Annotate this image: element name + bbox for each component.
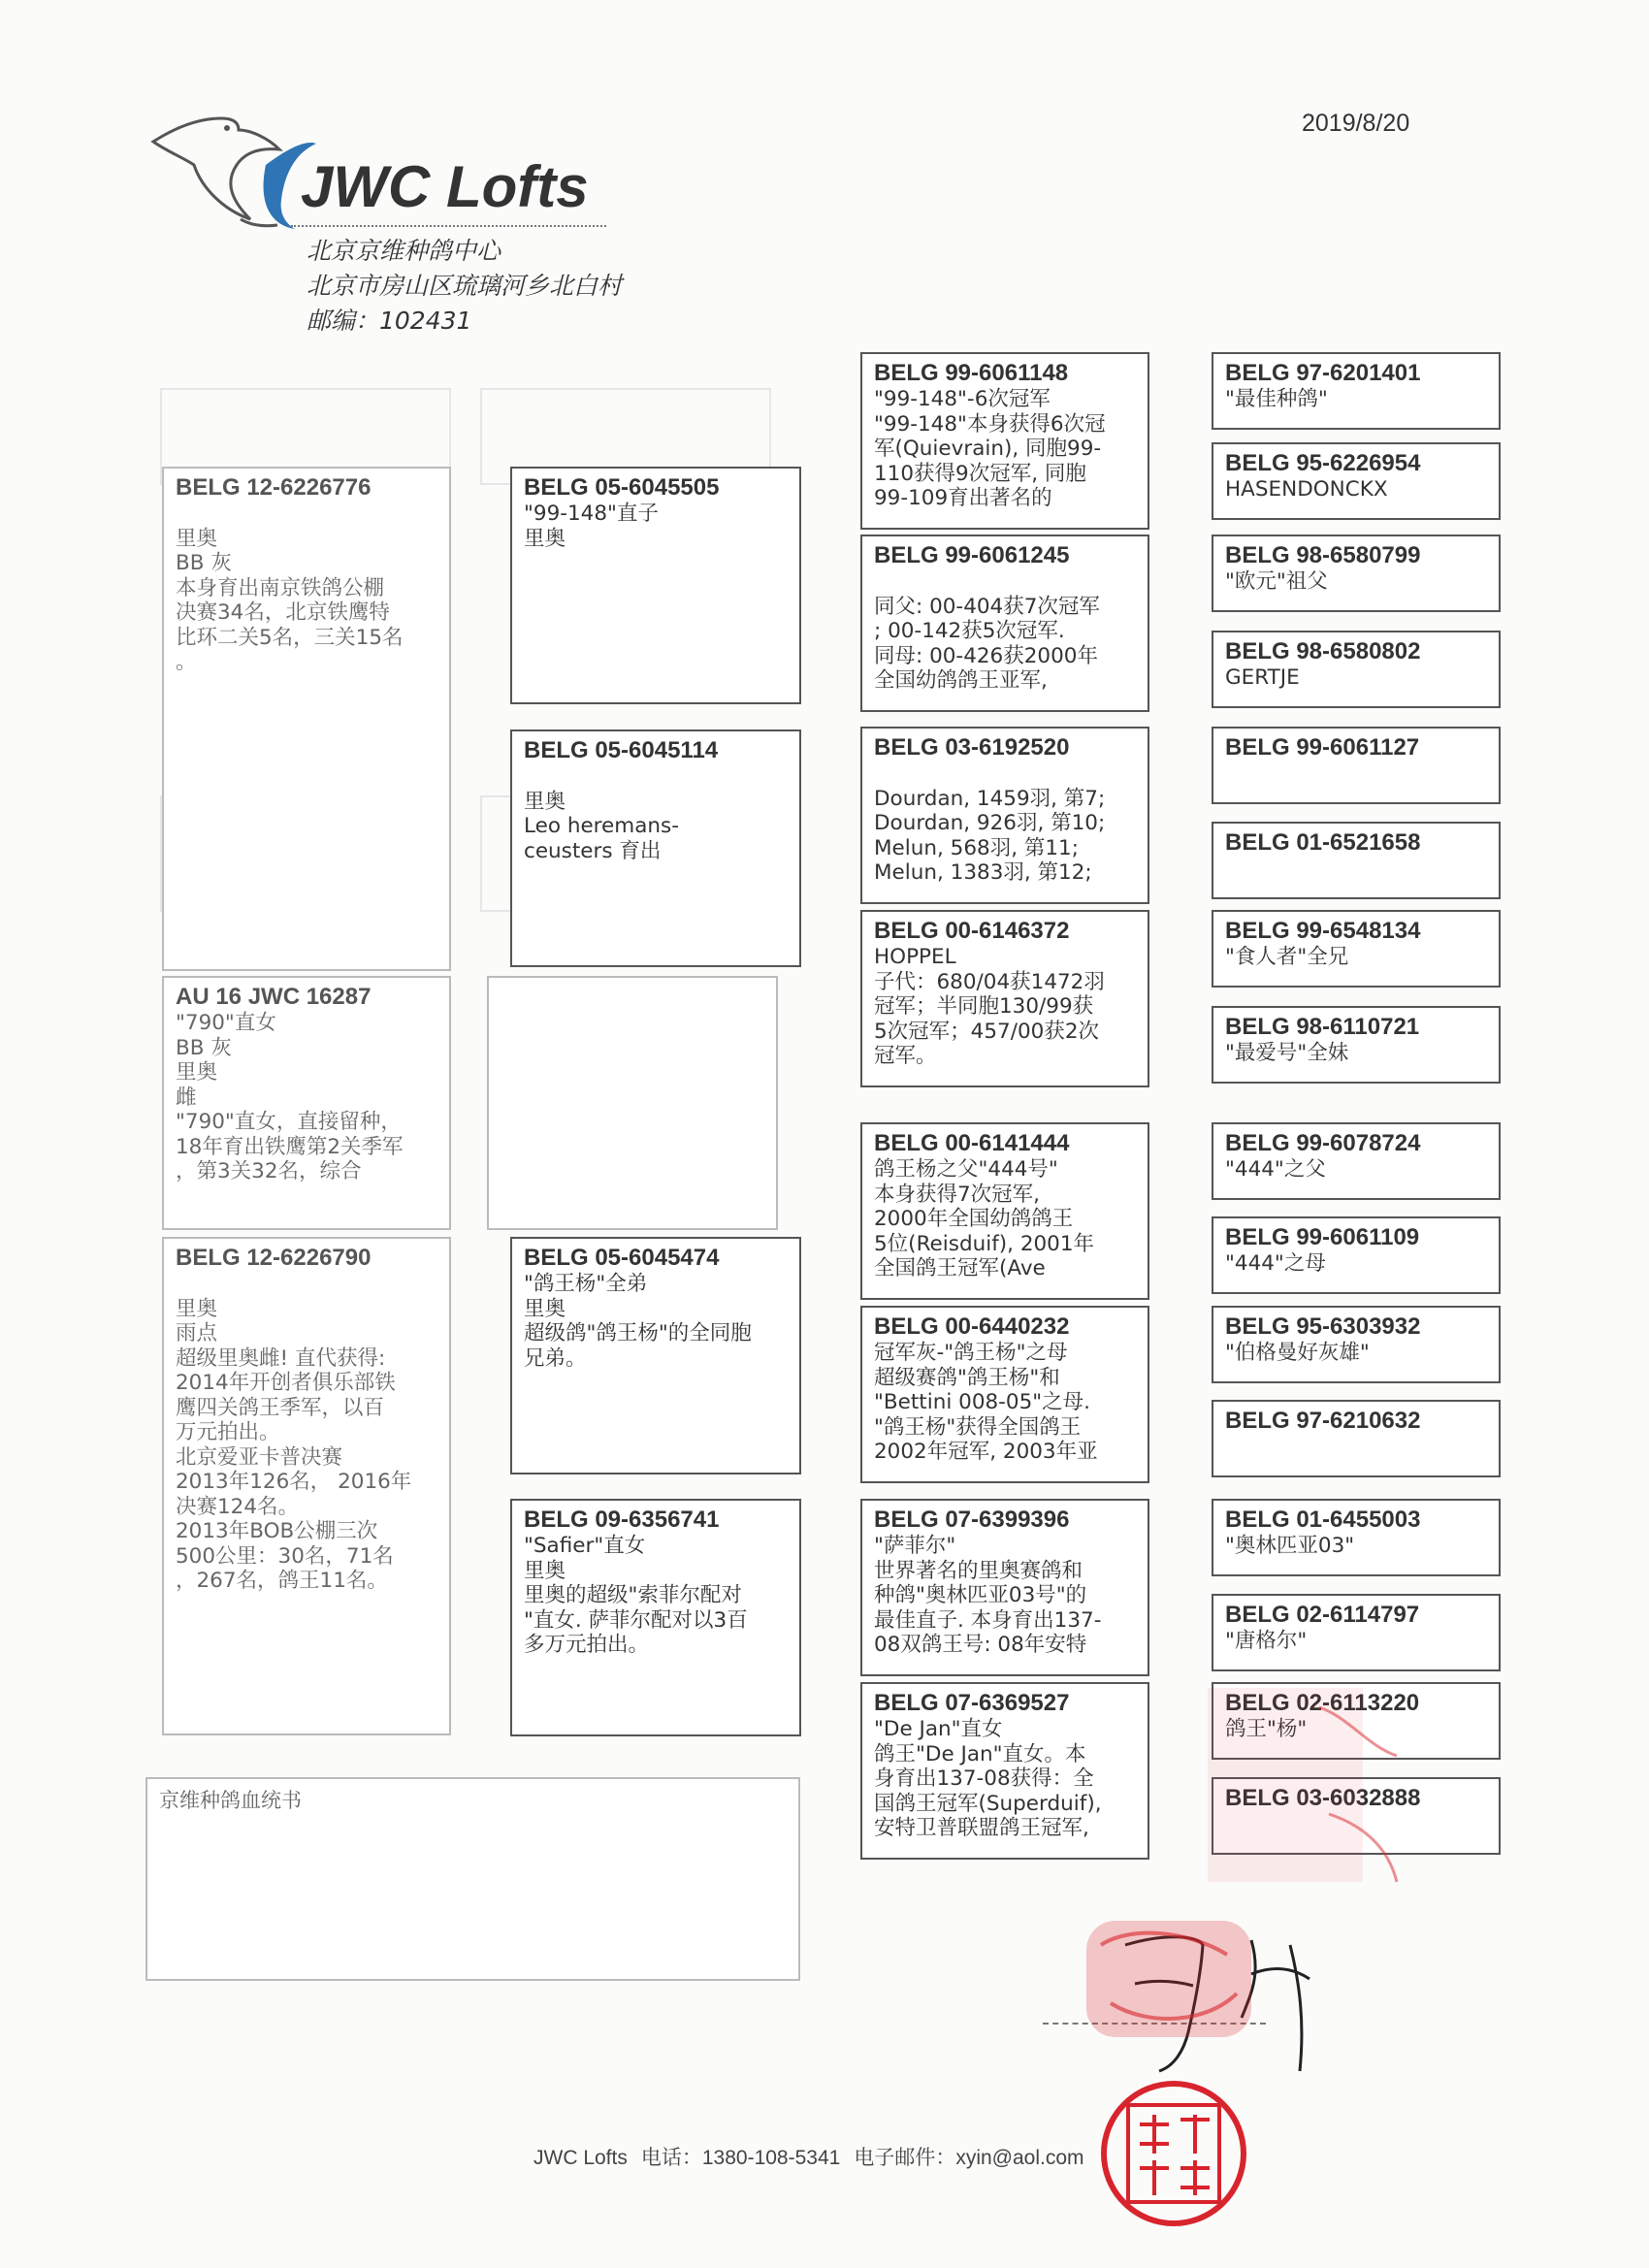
note-line: 军(Quievrain), 同胞99- xyxy=(874,437,1102,461)
note-line: "直女. 萨菲尔配对以3百 xyxy=(524,1607,748,1633)
note-line: 本身获得7次冠军, xyxy=(874,1182,1041,1207)
gen3-box-8 xyxy=(1212,1122,1501,1200)
note-line xyxy=(874,569,1136,595)
note-line: "444"之母 xyxy=(1225,1251,1326,1276)
bird-notes xyxy=(524,764,788,863)
note-line: "伯格曼好灰雄" xyxy=(1225,1341,1370,1365)
note-line: 里奥 xyxy=(524,789,566,814)
gen1-box-4 xyxy=(510,1499,801,1736)
gen3-box-1 xyxy=(1212,442,1501,520)
note-line: 北京爱亚卡普决赛 xyxy=(176,1444,343,1470)
subject-box-1 xyxy=(162,976,451,1230)
stamp-right-icon xyxy=(1203,1669,1426,1921)
note-line: "De Jan"直女 xyxy=(874,1717,1003,1741)
note-line: 里奥 xyxy=(176,1296,218,1321)
note-line: "唐格尔" xyxy=(1225,1629,1308,1653)
note-line: 决赛34名，北京铁鹰特 xyxy=(176,600,390,625)
ring-number: BELG 09-6356741 xyxy=(524,1507,720,1533)
ring-number: BELG 99-6061109 xyxy=(1225,1224,1420,1250)
gen3-box-4 xyxy=(1212,727,1501,804)
ring-number: BELG 99-6078724 xyxy=(1225,1130,1421,1156)
note-line: 同父: 00-404获7次冠军 xyxy=(874,594,1100,619)
ring-number: AU 16 JWC 16287 xyxy=(176,984,372,1010)
gen2-box-6 xyxy=(860,1499,1149,1676)
footer-phone: 1380-108-5341 xyxy=(701,2147,841,2169)
gen2-box-5 xyxy=(860,1306,1149,1483)
address-line-3: 邮编：102431 xyxy=(307,307,472,335)
bird-notes xyxy=(1225,569,1487,595)
note-line: GERTJE xyxy=(1225,665,1300,690)
document-date: 2019/8/20 xyxy=(1302,110,1410,137)
ring-number: BELG 00-6141444 xyxy=(874,1130,1070,1156)
gen2-box-4 xyxy=(860,1122,1149,1300)
note-line: 500公里：30名，71名 xyxy=(176,1543,394,1569)
bird-notes xyxy=(874,945,1136,1069)
note-line: "鸽王杨"全弟 xyxy=(524,1272,648,1296)
ring-number: BELG 01-6521658 xyxy=(1225,829,1421,856)
note-line: BB 灰 xyxy=(176,551,232,575)
note-line: "790"直女，直接留种， xyxy=(176,1110,402,1134)
note-line: 本身育出南京铁鸽公棚 xyxy=(176,575,385,600)
note-line: Melun, 1383羽, 第12; xyxy=(874,860,1092,885)
logo-wordmark: JWC Lofts xyxy=(301,154,589,219)
note-line xyxy=(874,761,1136,787)
ring-number: BELG 03-6032888 xyxy=(1225,1785,1421,1811)
bird-notes xyxy=(524,1534,788,1658)
note-line: "Bettini 008-05"之母. xyxy=(874,1390,1091,1414)
bird-notes xyxy=(874,1341,1136,1465)
ring-number: BELG 00-6440232 xyxy=(874,1313,1070,1340)
gen2-box-3 xyxy=(860,910,1149,1087)
logo-underline xyxy=(291,225,606,227)
note-line: "奥林匹亚03" xyxy=(1225,1534,1355,1558)
dove-logo-icon xyxy=(144,105,318,231)
bird-notes xyxy=(176,1011,437,1184)
note-line: 里奥 xyxy=(524,526,566,551)
note-line: 里奥 xyxy=(524,1558,566,1583)
note-line: "790"直女 xyxy=(176,1011,276,1035)
ring-number: BELG 03-6192520 xyxy=(874,734,1070,761)
note-line: 鹰四关鸽王季军，以百 xyxy=(176,1395,385,1420)
note-line: 冠军；半同胞130/99获 xyxy=(874,994,1094,1019)
note-line: 安特卫普联盟鸽王冠军, xyxy=(874,1816,1089,1840)
note-line: 鸽王杨之父"444号" xyxy=(874,1157,1058,1182)
note-line: "444"之父 xyxy=(1225,1157,1326,1182)
note-line: "99-148"-6次冠军 xyxy=(874,387,1051,411)
note-line: 冠军灰-"鸽王杨"之母 xyxy=(874,1341,1068,1365)
bird-notes xyxy=(1225,387,1487,412)
note-line: 110获得9次冠军, 同胞 xyxy=(874,461,1086,486)
note-line: Dourdan, 926羽, 第10; xyxy=(874,811,1106,835)
bird-notes xyxy=(1225,1629,1487,1654)
note-line: 2002年冠军, 2003年亚 xyxy=(874,1440,1098,1464)
note-line: ; 00-142获5次冠军. xyxy=(874,619,1065,643)
note-line: "最爱号"全妹 xyxy=(1225,1041,1349,1065)
footer-phone-label: 电话： xyxy=(640,2147,702,2169)
note-line: 世界著名的里奥赛鸽和 xyxy=(874,1558,1083,1583)
note-line: "Safier"直女 xyxy=(524,1534,646,1558)
subject-box-2 xyxy=(162,1237,451,1735)
note-line: 2013年126名， 2016年 xyxy=(176,1470,412,1494)
ring-number: BELG 98-6580799 xyxy=(1225,542,1421,568)
note-line: BB 灰 xyxy=(176,1035,232,1060)
footer xyxy=(534,2142,1084,2171)
bird-notes xyxy=(874,1534,1136,1658)
note-line: 雨点 xyxy=(176,1321,218,1345)
bird-notes xyxy=(1225,665,1487,691)
ring-number: BELG 07-6399396 xyxy=(874,1507,1070,1533)
note-line: "99-148"本身获得6次冠 xyxy=(874,411,1106,437)
ring-number: BELG 98-6110721 xyxy=(1225,1014,1420,1040)
note-line: 雌 xyxy=(176,1085,197,1110)
ring-number: BELG 05-6045505 xyxy=(524,474,720,501)
note-line: ，267名，鸽王11名。 xyxy=(176,1569,388,1593)
gen3-box-0 xyxy=(1212,352,1501,430)
ring-number: BELG 95-6303932 xyxy=(1225,1313,1421,1340)
ring-number: BELG 12-6226790 xyxy=(176,1245,372,1271)
gen1-box-3 xyxy=(510,1237,801,1474)
note-line: 08双鸽王号: 08年安特 xyxy=(874,1633,1087,1657)
note-line: 子代：680/04获1472羽 xyxy=(874,969,1105,994)
note-line: 比环二关5名，三关15名 xyxy=(176,625,404,650)
note-line: 冠军。 xyxy=(874,1044,937,1068)
bird-notes xyxy=(1225,1534,1487,1559)
bird-notes xyxy=(1225,477,1487,502)
bird-notes xyxy=(1225,1341,1487,1366)
note-line: "最佳种鸽" xyxy=(1225,387,1328,411)
ring-number: BELG 99-6061245 xyxy=(874,542,1070,568)
certificate-title: 京维种鸽血统书 xyxy=(159,1789,302,1812)
gen2-box-2 xyxy=(860,727,1149,904)
note-line xyxy=(176,502,437,527)
note-line xyxy=(524,764,788,790)
note-line: 决赛124名。 xyxy=(176,1494,300,1519)
gen3-box-5 xyxy=(1212,822,1501,899)
note-line: 99-109育出著名的 xyxy=(874,486,1052,510)
note-line: 2013年BOB公棚三次 xyxy=(176,1519,378,1543)
ring-number: BELG 05-6045114 xyxy=(524,737,719,763)
note-line: 国鸽王冠军(Superduif), xyxy=(874,1791,1102,1816)
ring-number: BELG 02-6113220 xyxy=(1225,1690,1420,1716)
note-line: HASENDONCKX xyxy=(1225,477,1388,502)
gen3-box-10 xyxy=(1212,1306,1501,1383)
note-line: 18年育出铁鹰第2关季军 xyxy=(176,1134,404,1159)
footer-email: xyin@aol.com xyxy=(955,2147,1084,2169)
bird-notes xyxy=(1225,1041,1487,1066)
gen3-box-13 xyxy=(1212,1594,1501,1671)
note-line: Leo heremans- xyxy=(524,814,679,838)
note-line: 同母: 00-426获2000年 xyxy=(874,643,1098,668)
note-line: 兄弟。 xyxy=(524,1345,587,1371)
subject-box-0 xyxy=(162,467,451,971)
certificate-box xyxy=(146,1777,800,1981)
gen1-box-2 xyxy=(487,976,778,1230)
gen1-box-0 xyxy=(510,467,801,704)
note-line: 。 xyxy=(176,650,197,674)
note-line: 超级里奥雌! 直代获得: xyxy=(176,1345,386,1371)
note-line xyxy=(176,1272,437,1297)
note-line: 2000年全国幼鸽鸽王 xyxy=(874,1207,1074,1231)
ring-number: BELG 00-6146372 xyxy=(874,918,1070,944)
bird-notes xyxy=(1225,1157,1487,1183)
ring-number: BELG 97-6210632 xyxy=(1225,1408,1421,1434)
note-line: 里奥的超级"索菲尔配对 xyxy=(524,1583,742,1607)
gen2-box-1 xyxy=(860,535,1149,712)
note-line: Melun, 568羽, 第11; xyxy=(874,835,1079,860)
note-line: 全国幼鸽鸽王亚军, xyxy=(874,668,1048,693)
note-line: "鸽王杨"获得全国鸽王 xyxy=(874,1414,1082,1440)
note-line: HOPPEL xyxy=(874,945,956,969)
note-line: 万元拍出。 xyxy=(176,1420,280,1444)
gen3-box-9 xyxy=(1212,1216,1501,1294)
note-line: "食人者"全兄 xyxy=(1225,945,1349,969)
note-line: "欧元"祖父 xyxy=(1225,569,1328,594)
gen3-box-6 xyxy=(1212,910,1501,988)
ring-number: BELG 12-6226776 xyxy=(176,474,372,501)
note-line: 多万元拍出。 xyxy=(524,1633,650,1657)
note-line: 里奥 xyxy=(176,1060,218,1085)
note-line: 里奥 xyxy=(176,526,218,551)
ring-number: BELG 99-6548134 xyxy=(1225,918,1421,944)
bird-notes xyxy=(1225,1251,1487,1277)
footer-company: JWC Lofts xyxy=(534,2147,628,2169)
bird-notes xyxy=(176,502,437,675)
note-line: 鸽王"杨" xyxy=(1225,1717,1308,1741)
note-line: ，第3关32名，综合 xyxy=(176,1159,362,1183)
red-seal-icon xyxy=(1072,1906,1276,2236)
ring-number: BELG 98-6580802 xyxy=(1225,638,1421,664)
note-line: 最佳直子. 本身育出137- xyxy=(874,1607,1102,1633)
note-line: 超级鸽"鸽王杨"的全同胞 xyxy=(524,1321,752,1345)
bird-notes xyxy=(524,502,788,551)
gen3-box-2 xyxy=(1212,535,1501,612)
bird-notes xyxy=(1225,945,1487,970)
note-line: "99-148"直子 xyxy=(524,502,659,526)
bird-notes xyxy=(874,1157,1136,1281)
bird-notes xyxy=(874,387,1136,511)
note-line: 5次冠军；457/00获2次 xyxy=(874,1019,1099,1044)
note-line: 2014年开创者俱乐部铁 xyxy=(176,1371,396,1395)
gen3-box-3 xyxy=(1212,631,1501,708)
bird-notes xyxy=(176,1272,437,1594)
note-line: 5位(Reisduif), 2001年 xyxy=(874,1231,1095,1256)
address-line-2: 北京市房山区琉璃河乡北白村 xyxy=(307,272,623,300)
ring-number: BELG 05-6045474 xyxy=(524,1245,720,1271)
note-line: 种鸽"奥林匹亚03号"的 xyxy=(874,1583,1087,1607)
note-line: 里奥 xyxy=(524,1296,566,1321)
bird-notes xyxy=(874,569,1136,694)
gen2-box-7 xyxy=(860,1682,1149,1860)
ring-number: BELG 99-6061127 xyxy=(1225,734,1420,761)
note-line: 全国鸽王冠军(Ave xyxy=(874,1256,1046,1280)
ring-number: BELG 99-6061148 xyxy=(874,360,1069,386)
footer-email-label: 电子邮件： xyxy=(854,2147,956,2169)
gen3-box-7 xyxy=(1212,1006,1501,1084)
note-line: "萨菲尔" xyxy=(874,1534,956,1558)
note-line: 身育出137-08获得：全 xyxy=(874,1766,1094,1791)
note-line: 鸽王"De Jan"直女。本 xyxy=(874,1741,1086,1766)
bird-notes xyxy=(874,1717,1136,1841)
note-line: Dourdan, 1459羽, 第7; xyxy=(874,786,1106,811)
note-line: 超级赛鸽"鸽王杨"和 xyxy=(874,1365,1060,1390)
gen3-box-11 xyxy=(1212,1400,1501,1477)
ring-number: BELG 01-6455003 xyxy=(1225,1507,1421,1533)
address-line-1: 北京京维种鸽中心 xyxy=(307,237,501,265)
ring-number: BELG 07-6369527 xyxy=(874,1690,1070,1716)
bird-notes xyxy=(874,761,1136,886)
ring-number: BELG 97-6201401 xyxy=(1225,360,1421,386)
bird-notes xyxy=(524,1272,788,1371)
note-line: ceusters 育出 xyxy=(524,838,662,863)
ring-number: BELG 95-6226954 xyxy=(1225,450,1421,476)
gen2-box-0 xyxy=(860,352,1149,530)
ring-number: BELG 02-6114797 xyxy=(1225,1602,1420,1628)
gen3-box-12 xyxy=(1212,1499,1501,1576)
gen1-box-1 xyxy=(510,729,801,967)
